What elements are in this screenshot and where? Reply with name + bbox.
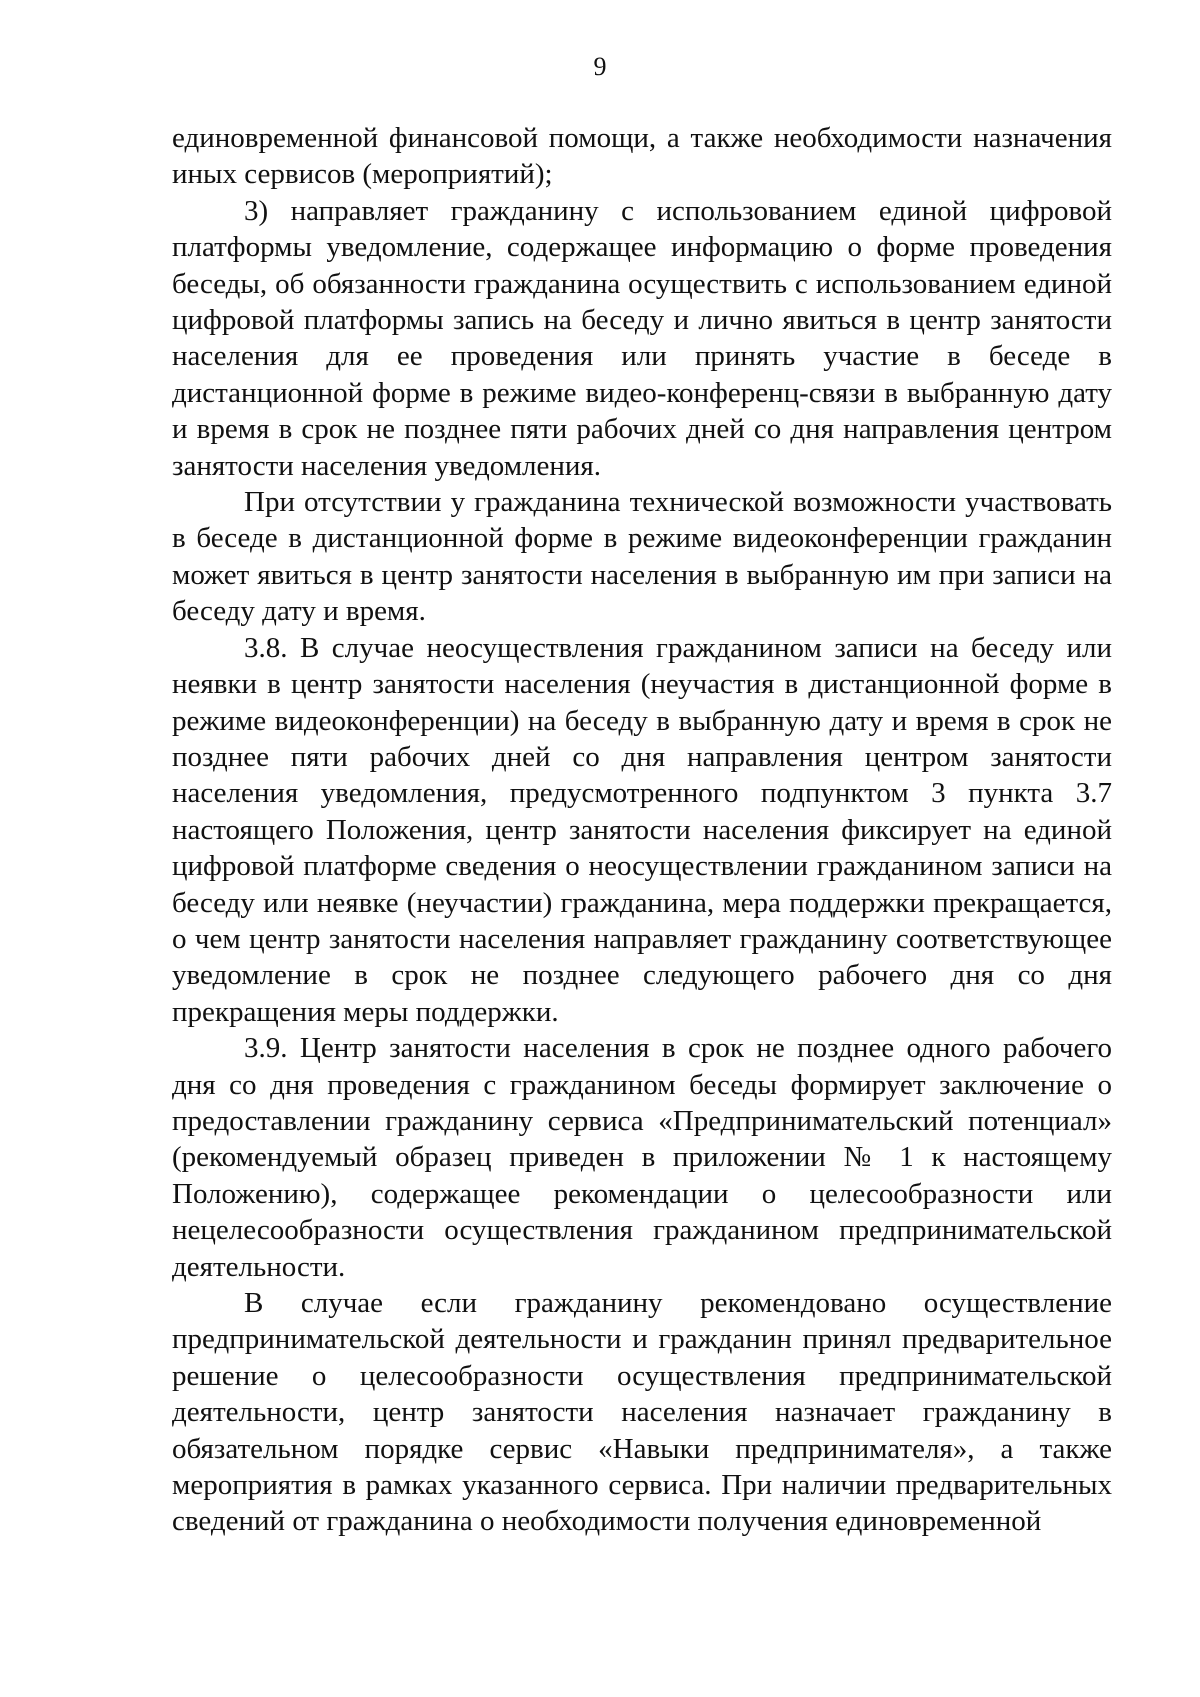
document-body [172, 120, 1112, 1540]
paragraph-recommended-entrepreneurship: В случае если гражданину рекомендовано осуществление предпринимательской деятельности и гражданин принял предварительное решение о целесообразности осуществления предпринимательской деятельности, центр занятости населения назначает гражданину в обязательном порядке сервис «Навыки предпринимателя», а также мероприятия в рамках указанного сервиса. При наличии предварительных сведений от гражданина о необходимости получения единовременной [172, 1287, 1112, 1538]
paragraph-item-3: 3) направляет гражданину с использованием единой цифровой платформы уведомление, содержащее информацию о форме проведения беседы, об обязанности гражданина осуществить с использованием единой цифровой платформы запись на беседу и лично явиться в центр занятости населения для ее проведения или принять участие в беседе в дистанционной форме в режиме видео-конференц-связи в выбранную дату и время в срок не позднее пяти рабочих дней со дня направления центром занятости населения уведомления. [172, 194, 1112, 482]
paragraph-continuation: единовременной финансовой помощи, а также необходимости назначения иных сервисов (мероприятий); [172, 122, 1112, 191]
paragraph-3-8: 3.8. В случае неосуществления гражданином записи на беседу или неявки в центр занятости населения (неучастия в дистанционной форме в режиме видеоконференции) на беседу в выбранную дату и время в срок не позднее пяти рабочих дней со дня направления центром занятости населения уведомления, предусмотренного подпунктом 3 пункта 3.7 настоящего Положения, центр занятости населения фиксирует на единой цифровой платформе сведения о неосуществлении гражданином записи на беседу или неявке (неучастии) гражданина, мера поддержки прекращается, о чем центр занятости населения направляет гражданину соответствующее уведомление в срок не позднее следующего рабочего дня со дня прекращения меры поддержки. [172, 631, 1112, 1028]
paragraph-technical-possibility: При отсутствии у гражданина технической возможности участвовать в беседе в дистанционной форме в режиме видеоконференции гражданин может явиться в центр занятости населения в выбранную им при записи на беседу дату и время. [172, 486, 1112, 628]
paragraph-3-9: 3.9. Центр занятости населения в срок не позднее одного рабочего дня со дня проведения с гражданином беседы формирует заключение о предоставлении гражданину сервиса «Предпринимательский потенциал» (рекомендуемый образец приведен в приложении № 1 к настоящему Положению), содержащее рекомендации о целесообразности или нецелесообразности осуществления гражданином предпринимательской деятельности. [172, 1032, 1112, 1283]
page-number: 9 [593, 52, 607, 81]
